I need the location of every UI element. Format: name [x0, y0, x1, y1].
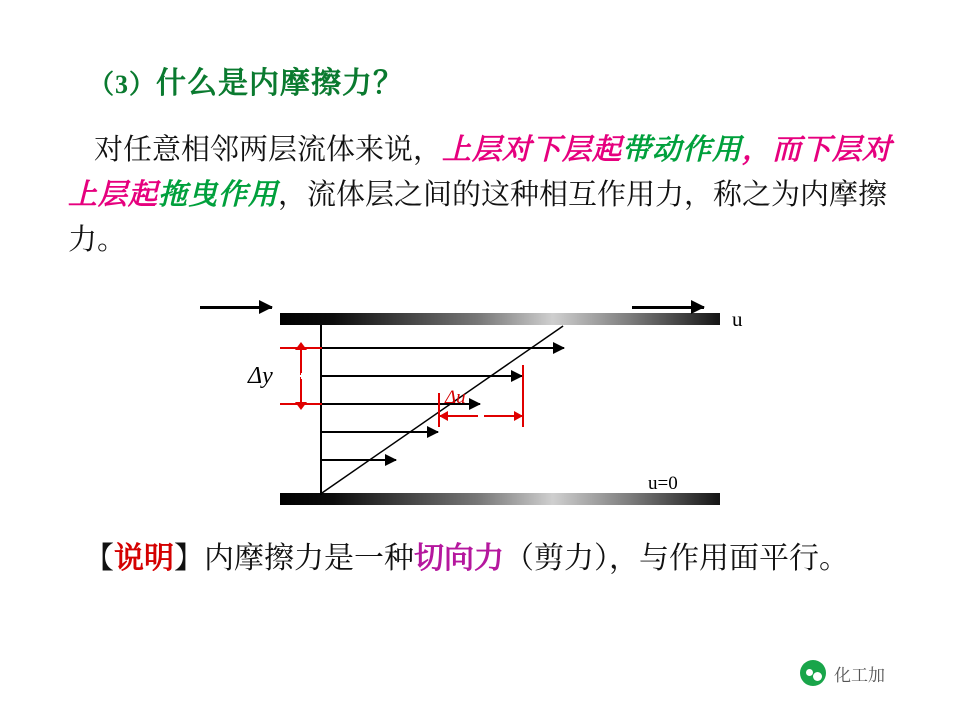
note-text-before: 内摩擦力是一种	[204, 542, 414, 575]
note-bracket-close: 】	[174, 542, 204, 575]
paragraph-lead: 对任意相邻两层流体来说，	[94, 134, 443, 166]
watermark-label: 化工加	[834, 665, 885, 685]
delta-u-left-tick	[438, 393, 440, 427]
label-delta-y: Δy	[248, 363, 273, 389]
paragraph-highlight-magenta-2: ，而下层对上层起	[68, 134, 893, 211]
note-text-after: （剪力），与作用面平行。	[504, 542, 849, 575]
heading-text: 什么是内摩擦力？	[156, 67, 405, 100]
paragraph-tail: ，流体层之间的这种相互作用力，称之为内摩擦力。	[68, 178, 888, 256]
paragraph-highlight-green: 带动作用	[622, 134, 743, 166]
velocity-arrow-5	[322, 459, 396, 461]
watermark	[800, 660, 885, 686]
delta-y-arrow-up	[300, 349, 302, 373]
label-delta-u: Δu	[445, 387, 466, 408]
wechat-logo-icon	[800, 660, 826, 686]
label-u: u	[732, 307, 743, 331]
note-bracket-open: 【	[84, 542, 114, 575]
heading-number: （3）	[88, 70, 157, 99]
note-paragraph	[84, 535, 934, 583]
upper-plate	[280, 313, 720, 325]
velocity-arrow-1	[322, 347, 564, 349]
delta-y-arrow-down	[300, 379, 302, 403]
label-u-zero: u=0	[648, 473, 678, 494]
paragraph-highlight-green-2: 拖曳作用	[158, 178, 279, 211]
velocity-profile-line	[320, 325, 565, 495]
note-tag: 说明	[114, 542, 174, 575]
velocity-profile-figure	[180, 305, 800, 515]
velocity-arrow-4	[322, 431, 438, 433]
plate-motion-arrow-icon	[200, 306, 272, 309]
note-highlight: 切向力	[414, 542, 504, 575]
delta-u-arrow-right	[484, 415, 522, 417]
velocity-arrow-2	[322, 375, 522, 377]
page-title	[88, 58, 404, 102]
body-paragraph	[68, 128, 908, 263]
velocity-u-arrow-icon	[632, 306, 704, 309]
delta-u-arrow-left	[440, 415, 478, 417]
paragraph-highlight-magenta: 上层对下层起	[442, 134, 623, 166]
